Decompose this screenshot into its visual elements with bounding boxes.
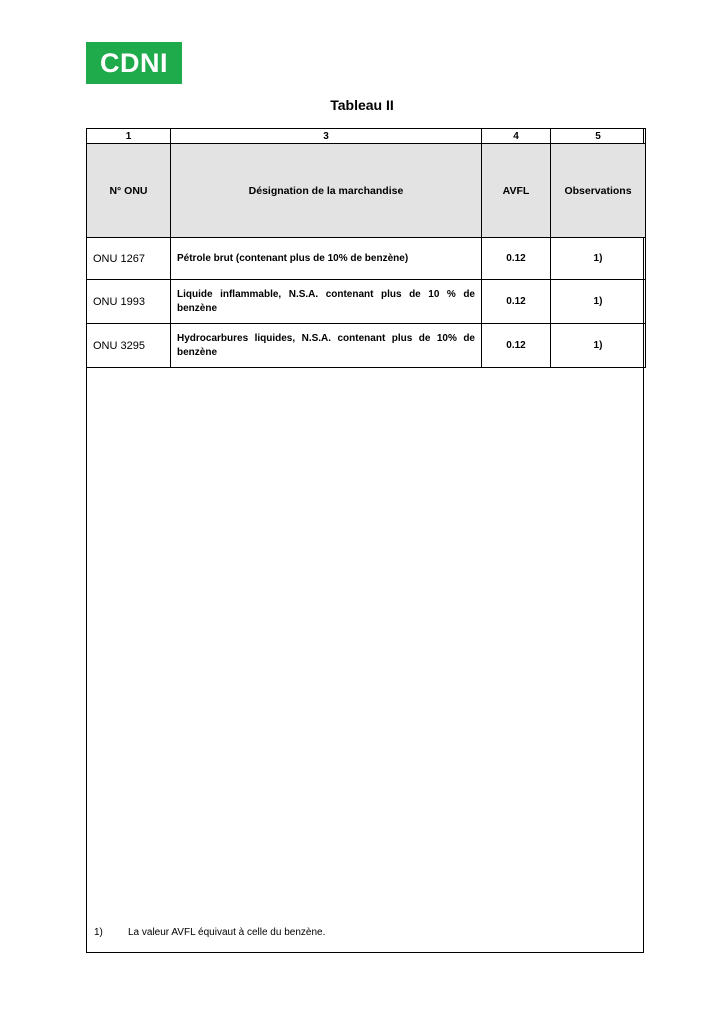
column-number-row	[87, 129, 646, 144]
avfl-cell: 0.12	[482, 238, 551, 280]
un-number-cell: ONU 1993	[87, 280, 171, 324]
footnote-text: La valeur AVFL équivaut à celle du benzène.	[128, 927, 326, 938]
observations-cell: 1)	[551, 324, 646, 368]
header-avfl: AVFL	[482, 144, 551, 238]
column-number: 3	[171, 129, 482, 144]
column-number: 4	[482, 129, 551, 144]
footnote	[94, 927, 325, 938]
designation-cell: Hydrocarbures liquides, N.S.A. contenant plus de 10% de benzène	[171, 324, 482, 368]
designation-cell: Liquide inflammable, N.S.A. contenant plus de 10 % de benzène	[171, 280, 482, 324]
table-row	[87, 280, 646, 324]
avfl-cell: 0.12	[482, 280, 551, 324]
column-number: 1	[87, 129, 171, 144]
un-number-cell: ONU 1267	[87, 238, 171, 280]
designation-cell: Pétrole brut (contenant plus de 10% de benzène)	[171, 238, 482, 280]
avfl-cell: 0.12	[482, 324, 551, 368]
footnote-marker: 1)	[94, 927, 103, 938]
header-row	[87, 144, 646, 238]
table-row	[87, 324, 646, 368]
observations-cell: 1)	[551, 280, 646, 324]
cdni-logo: CDNI	[86, 42, 182, 84]
observations-cell: 1)	[551, 238, 646, 280]
header-observations: Observations	[551, 144, 646, 238]
substances-table	[86, 128, 646, 368]
page-title: Tableau II	[330, 97, 394, 113]
table-row	[87, 238, 646, 280]
column-number: 5	[551, 129, 646, 144]
header-un-number: N° ONU	[87, 144, 171, 238]
header-designation: Désignation de la marchandise	[171, 144, 482, 238]
un-number-cell: ONU 3295	[87, 324, 171, 368]
